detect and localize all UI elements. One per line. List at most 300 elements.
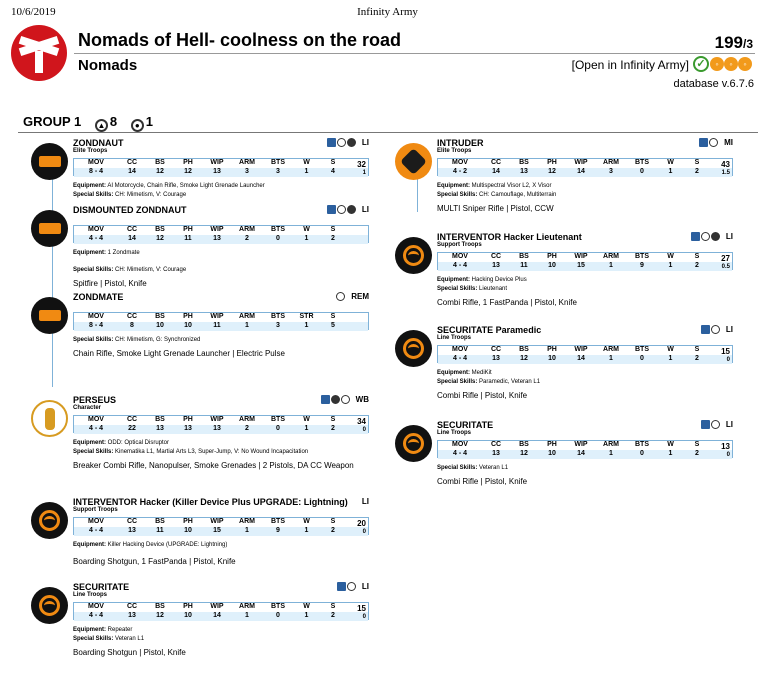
regular-order-icon: ▲ xyxy=(95,119,108,132)
stat-header: S xyxy=(330,416,336,423)
unit-avatar-icon xyxy=(31,502,68,539)
unit-name: ZONDNAUT xyxy=(73,138,124,148)
unit-icons xyxy=(326,205,369,214)
cost-box xyxy=(342,519,368,536)
zondnaut-plate-icon xyxy=(39,156,61,167)
stat-value: 13 xyxy=(213,425,221,432)
zondnaut-plate-icon xyxy=(39,310,61,321)
stat-table xyxy=(73,517,369,535)
equipment-text: Repeater xyxy=(107,627,133,633)
stat-value-row xyxy=(74,322,368,331)
unit-icons xyxy=(335,292,369,301)
special-skills-label: Special Skills: xyxy=(73,636,114,642)
stat-header: S xyxy=(694,159,700,166)
stat-header: MOV xyxy=(88,226,104,233)
stat-header: BTS xyxy=(635,159,649,166)
unit-class-tag: MI xyxy=(724,138,733,148)
unit-name: SECURITATE xyxy=(437,420,494,430)
stat-value: 1 xyxy=(304,168,309,175)
equipment-line xyxy=(437,277,527,283)
stat-value: 2 xyxy=(695,168,699,175)
stat-value: 1 xyxy=(304,425,309,432)
unit-avatar-icon xyxy=(31,143,68,180)
unit-name: INTRUDER xyxy=(437,138,484,148)
stat-value: 11 xyxy=(213,322,221,329)
equipment-text: AI Motorcycle, Chain Rifle, Smoke Light Grenade Launcher xyxy=(107,183,265,189)
stat-header: S xyxy=(694,253,700,260)
stat-header: BTS xyxy=(271,313,285,320)
stat-header: WIP xyxy=(210,518,224,525)
stat-header: W xyxy=(667,159,674,166)
stat-value: 12 xyxy=(156,612,164,619)
irregular-order-icon: ● xyxy=(131,119,144,132)
rules-badge-icon: ◦ xyxy=(710,57,724,71)
stat-header-row xyxy=(74,416,368,425)
special-skills-line xyxy=(73,337,200,343)
unit-swc: 0 xyxy=(362,614,366,620)
stat-header: S xyxy=(330,226,336,233)
stat-value: 1 xyxy=(609,355,613,362)
unit-cost: 13 xyxy=(721,442,730,451)
stat-header: BTS xyxy=(635,346,649,353)
stat-header-row xyxy=(438,441,732,450)
stat-value: 1 xyxy=(668,262,673,269)
order-icon xyxy=(337,138,346,147)
stat-header: WIP xyxy=(210,226,224,233)
stat-table xyxy=(437,252,733,270)
stat-header: CC xyxy=(126,159,138,166)
stat-header: BTS xyxy=(271,416,285,423)
stat-header: WIP xyxy=(210,313,224,320)
stat-header: CC xyxy=(126,416,138,423)
unit-name: ZONDMATE xyxy=(73,292,124,302)
stat-header: W xyxy=(303,518,310,525)
stat-header: BS xyxy=(519,253,529,260)
stat-header: CC xyxy=(126,518,138,525)
stat-value: 4 - 4 xyxy=(88,612,103,619)
group-divider xyxy=(18,132,758,133)
unit-type: Support Troops xyxy=(73,507,118,513)
print-date: 10/6/2019 xyxy=(11,6,56,18)
stat-header: MOV xyxy=(452,253,468,260)
stat-value: 5 xyxy=(331,322,335,329)
unit-type: Line Troops xyxy=(437,335,472,341)
stat-header: WIP xyxy=(574,253,588,260)
stat-header: PH xyxy=(183,518,193,525)
unit-type: Character xyxy=(73,405,102,411)
stat-value: 3 xyxy=(276,168,280,175)
stat-header: PH xyxy=(547,253,557,260)
unit-class-tag: REM xyxy=(351,292,369,302)
profile-icon xyxy=(691,232,700,241)
stat-header: PH xyxy=(183,603,193,610)
equipment-line xyxy=(73,440,169,446)
stat-header: MOV xyxy=(452,346,468,353)
equipment-label: Equipment: xyxy=(437,370,470,376)
equipment-label: Equipment: xyxy=(437,277,470,283)
stat-value: 2 xyxy=(331,235,335,242)
stat-value: 12 xyxy=(520,355,528,362)
stat-header: ARM xyxy=(239,416,255,423)
stat-value: 1 xyxy=(304,235,309,242)
stat-header: CC xyxy=(490,253,502,260)
stat-value: 14 xyxy=(492,168,500,175)
stat-value: 2 xyxy=(245,235,249,242)
unit-class-tag: LI xyxy=(361,205,369,215)
stat-value: 4 - 4 xyxy=(452,262,467,269)
swirl-inner-icon xyxy=(408,344,419,353)
unit-cost: 27 xyxy=(721,254,730,263)
profile-icon xyxy=(699,138,708,147)
unit-name: SECURITATE xyxy=(73,582,130,592)
stat-header: BTS xyxy=(635,253,649,260)
unit-cost: 43 xyxy=(721,160,730,169)
stat-header: ARM xyxy=(603,253,619,260)
stat-value: 14 xyxy=(577,450,585,457)
stat-value: 10 xyxy=(548,355,556,362)
order-icon xyxy=(337,205,346,214)
weapons-line: Combi Rifle | Pistol, Knife xyxy=(437,391,528,400)
stat-header-row xyxy=(74,603,368,612)
stat-value: 2 xyxy=(331,425,335,432)
stat-value-row xyxy=(74,235,368,244)
stat-header-row xyxy=(74,313,368,322)
stat-header: CC xyxy=(490,441,502,448)
stat-value-row xyxy=(74,168,368,177)
stat-header-row xyxy=(438,346,732,355)
stat-value: 1 xyxy=(245,527,249,534)
unit-class-tag: LI xyxy=(725,420,733,430)
stat-value: 12 xyxy=(184,168,192,175)
title-divider xyxy=(74,53,755,54)
stat-value: 14 xyxy=(577,355,585,362)
stat-value: 2 xyxy=(331,612,335,619)
profile-icon xyxy=(337,582,346,591)
stat-table xyxy=(73,415,369,433)
stat-spacer xyxy=(347,313,368,322)
stat-value: 0 xyxy=(276,235,280,242)
weapons-line: Chain Rifle, Smoke Light Grenade Launcher | Electric Pulse xyxy=(73,349,285,358)
stat-value: 4 - 4 xyxy=(88,527,103,534)
weapons-line: Spitfire | Pistol, Knife xyxy=(73,279,147,288)
stat-value: 13 xyxy=(184,425,192,432)
special-skills-line xyxy=(437,379,540,385)
special-skills-text: CH: Mimetism, V: Courage xyxy=(115,192,187,198)
cost-box xyxy=(342,160,368,177)
order-icon xyxy=(711,420,720,429)
stat-value-row xyxy=(438,168,732,177)
stat-spacer xyxy=(347,226,368,235)
weapons-line: Breaker Combi Rifle, Nanopulser, Smoke Grenades | 2 Pistols, DA CC Weapon xyxy=(73,461,354,470)
stat-value: 2 xyxy=(695,450,699,457)
cost-box xyxy=(342,604,368,621)
unit-swc: 0 xyxy=(726,452,730,458)
stat-header: ARM xyxy=(603,441,619,448)
unit-avatar-icon xyxy=(31,210,68,247)
stat-value: 10 xyxy=(548,262,556,269)
stat-value: 13 xyxy=(492,355,500,362)
special-skills-text: CH: Mimetism, G: Synchronized xyxy=(115,337,201,343)
unit-avatar-icon xyxy=(395,143,432,180)
special-skills-text: Veteran L1 xyxy=(115,636,145,642)
stat-spacer xyxy=(347,235,368,244)
unit-type: Line Troops xyxy=(437,430,472,436)
weapons-line: Boarding Shotgun | Pistol, Knife xyxy=(73,648,186,657)
stat-header-row xyxy=(438,159,732,168)
unit-name: DISMOUNTED ZONDNAUT xyxy=(73,205,187,215)
stat-header: CC xyxy=(126,603,138,610)
swirl-inner-icon xyxy=(44,516,55,525)
rules-badge-icon: ◦ xyxy=(724,57,738,71)
trait-icon xyxy=(711,232,720,241)
unit-cost: 20 xyxy=(357,519,366,528)
equipment-text: Multispectral Visor L2, X Visor xyxy=(471,183,552,189)
unit-avatar-icon xyxy=(31,297,68,334)
stat-value: 11 xyxy=(184,235,192,242)
stat-header: PH xyxy=(183,416,193,423)
stat-header: BS xyxy=(155,518,165,525)
stat-header: MOV xyxy=(88,603,104,610)
stat-header: BS xyxy=(155,159,165,166)
special-skills-text: Paramedic, Veteran L1 xyxy=(479,379,541,385)
equipment-text: MediKit xyxy=(471,370,492,376)
equipment-label: Equipment: xyxy=(73,627,106,633)
stat-value: 13 xyxy=(492,450,500,457)
order-icon xyxy=(709,138,718,147)
stat-header: BTS xyxy=(271,226,285,233)
weapons-line: MULTI Sniper Rifle | Pistol, CCW xyxy=(437,204,554,213)
faction-name: Nomads xyxy=(78,57,138,74)
stat-value: 8 xyxy=(130,322,134,329)
equipment-text: Hacking Device Plus xyxy=(471,277,527,283)
stat-value: 12 xyxy=(520,450,528,457)
stat-header: WIP xyxy=(210,603,224,610)
unit-swc: 0 xyxy=(362,529,366,535)
list-title: Nomads of Hell- coolness on the road xyxy=(78,30,402,50)
stat-table xyxy=(437,345,733,363)
unit-cost: 15 xyxy=(357,604,366,613)
stat-value: 1 xyxy=(304,322,309,329)
unit-avatar-icon xyxy=(395,425,432,462)
stat-value: 12 xyxy=(156,168,164,175)
valid-check-icon: ✓ xyxy=(693,56,709,72)
stat-header: CC xyxy=(126,226,138,233)
equipment-text: ODD: Optical Disruptor xyxy=(107,440,170,446)
stat-value: 2 xyxy=(695,262,699,269)
stat-value-row xyxy=(74,425,368,434)
stat-value: 4 xyxy=(331,168,335,175)
weapons-line: Boarding Shotgun, 1 FastPanda | Pistol, Knife xyxy=(73,557,236,566)
stat-header: PH xyxy=(183,159,193,166)
stat-table xyxy=(73,158,369,176)
group-header: GROUP 1 ▲ 8 ● 1 xyxy=(23,114,153,130)
stat-header: WIP xyxy=(574,346,588,353)
stat-header: S xyxy=(694,441,700,448)
stat-value: 12 xyxy=(548,168,556,175)
unit-type: Elite Troops xyxy=(437,148,472,154)
trait-icon xyxy=(331,395,340,404)
stat-header: BS xyxy=(155,416,165,423)
stat-value: 0 xyxy=(276,425,280,432)
stat-header: BS xyxy=(519,441,529,448)
trait-icon xyxy=(347,205,356,214)
equipment-line xyxy=(73,183,265,189)
stat-value: 13 xyxy=(213,168,221,175)
special-skills-line xyxy=(73,192,186,198)
stat-value: 15 xyxy=(213,527,221,534)
stat-value: 1 xyxy=(668,355,673,362)
profile-icon xyxy=(327,138,336,147)
rules-badge-icon: ◦ xyxy=(738,57,752,71)
unit-type: Elite Troops xyxy=(73,148,108,154)
stat-header: S xyxy=(330,159,336,166)
stat-header: PH xyxy=(183,226,193,233)
stat-table xyxy=(73,225,369,243)
stat-header: S xyxy=(330,603,336,610)
special-skills-line xyxy=(73,636,144,642)
stat-value: 11 xyxy=(156,527,164,534)
special-skills-line xyxy=(73,267,186,273)
perseus-figure-icon xyxy=(45,408,55,430)
stat-header: S xyxy=(694,346,700,353)
unit-icons xyxy=(326,138,369,147)
unit-cost: 34 xyxy=(357,417,366,426)
stat-value: 1 xyxy=(609,262,613,269)
unit-name: PERSEUS xyxy=(73,395,117,405)
stat-header: WIP xyxy=(574,159,588,166)
cost-box xyxy=(342,417,368,434)
stat-value: 1 xyxy=(245,322,249,329)
stat-value: 10 xyxy=(548,450,556,457)
stat-value: 3 xyxy=(245,168,249,175)
unit-icons xyxy=(698,138,733,147)
stat-header: ARM xyxy=(239,313,255,320)
unit-cost: 32 xyxy=(357,160,366,169)
stat-header: ARM xyxy=(239,226,255,233)
stat-value: 14 xyxy=(213,612,221,619)
profile-icon xyxy=(701,325,710,334)
cost-box xyxy=(706,254,732,271)
stat-table xyxy=(73,312,369,330)
swirl-inner-icon xyxy=(408,251,419,260)
unit-swc: 0 xyxy=(726,357,730,363)
stat-value: 10 xyxy=(184,322,192,329)
database-version: database v.6.7.6 xyxy=(673,78,754,90)
profile-icon xyxy=(701,420,710,429)
special-skills-text: CH: Camouflage, Multiterrain xyxy=(479,192,557,198)
nomads-logo-icon xyxy=(11,25,67,81)
stat-header: MOV xyxy=(452,441,468,448)
unit-type: Support Troops xyxy=(437,242,482,248)
special-skills-line xyxy=(437,192,556,198)
unit-type: Line Troops xyxy=(73,592,108,598)
stat-value: 9 xyxy=(276,527,280,534)
stat-header: ARM xyxy=(239,518,255,525)
unit-swc: 0 xyxy=(362,427,366,433)
profile-icon xyxy=(327,205,336,214)
stat-header: ARM xyxy=(239,159,255,166)
unit-class-tag: LI xyxy=(361,582,369,592)
stat-header: CC xyxy=(490,346,502,353)
stat-value: 11 xyxy=(520,262,528,269)
equipment-label: Equipment: xyxy=(73,542,106,548)
stat-header: WIP xyxy=(210,416,224,423)
stat-header: W xyxy=(303,416,310,423)
stat-header: BS xyxy=(155,226,165,233)
stat-header: PH xyxy=(547,159,557,166)
special-skills-text: CH: Mimetism, V: Courage xyxy=(115,267,187,273)
swirl-inner-icon xyxy=(44,601,55,610)
unit-avatar-icon xyxy=(395,330,432,367)
stat-header: WIP xyxy=(574,441,588,448)
special-skills-label: Special Skills: xyxy=(73,267,114,273)
equipment-line xyxy=(73,627,132,633)
stat-header: BS xyxy=(155,313,165,320)
stat-value: 0 xyxy=(276,612,280,619)
stat-value: 1 xyxy=(304,527,309,534)
stat-value: 4 - 4 xyxy=(88,425,103,432)
stat-value-row xyxy=(438,262,732,271)
unit-swc: 1.5 xyxy=(721,170,730,176)
stat-header: MOV xyxy=(88,313,104,320)
stat-header: W xyxy=(667,346,674,353)
stat-header: WIP xyxy=(210,159,224,166)
unit-icons xyxy=(700,420,733,429)
stat-value: 8 - 4 xyxy=(88,322,103,329)
stat-table xyxy=(437,440,733,458)
trait-icon xyxy=(347,138,356,147)
stat-value: 4 - 4 xyxy=(452,355,467,362)
stat-value: 14 xyxy=(577,168,585,175)
special-skills-label: Special Skills: xyxy=(73,449,114,455)
equipment-label: Equipment: xyxy=(73,440,106,446)
special-skills-label: Special Skills: xyxy=(73,192,114,198)
zondnaut-plate-icon xyxy=(39,223,61,234)
stat-header: W xyxy=(667,253,674,260)
stat-value: 1 xyxy=(668,450,673,457)
stat-value-row xyxy=(74,612,368,621)
stat-header: BS xyxy=(519,159,529,166)
stat-header: MOV xyxy=(452,159,468,166)
unit-swc: 1 xyxy=(362,170,366,176)
equipment-label: Equipment: xyxy=(73,250,106,256)
order-icon xyxy=(701,232,710,241)
special-skills-label: Special Skills: xyxy=(73,337,114,343)
remote-icon xyxy=(336,292,345,301)
stat-header: S xyxy=(330,313,336,320)
special-skills-line xyxy=(73,449,308,455)
stat-value: 10 xyxy=(156,322,164,329)
open-in-army-link[interactable]: [Open in Infinity Army] xyxy=(571,58,689,72)
stat-value: 13 xyxy=(520,168,528,175)
stat-header: W xyxy=(303,159,310,166)
swirl-inner-icon xyxy=(408,439,419,448)
equipment-text: Killer Hacking Device (UPGRADE: Lightning) xyxy=(107,542,228,548)
unit-class-tag: LI xyxy=(725,325,733,335)
stat-value: 13 xyxy=(156,425,164,432)
stat-value: 14 xyxy=(128,168,136,175)
stat-header: BS xyxy=(155,603,165,610)
equipment-label: Equipment: xyxy=(437,183,470,189)
stat-value: 0 xyxy=(640,450,644,457)
stat-header: STR xyxy=(299,313,314,320)
special-skills-line xyxy=(437,286,507,292)
order-icon xyxy=(347,582,356,591)
equipment-line xyxy=(73,250,140,256)
unit-class-tag: LI xyxy=(361,497,369,507)
stat-header: ARM xyxy=(239,603,255,610)
stat-value: 22 xyxy=(128,425,136,432)
